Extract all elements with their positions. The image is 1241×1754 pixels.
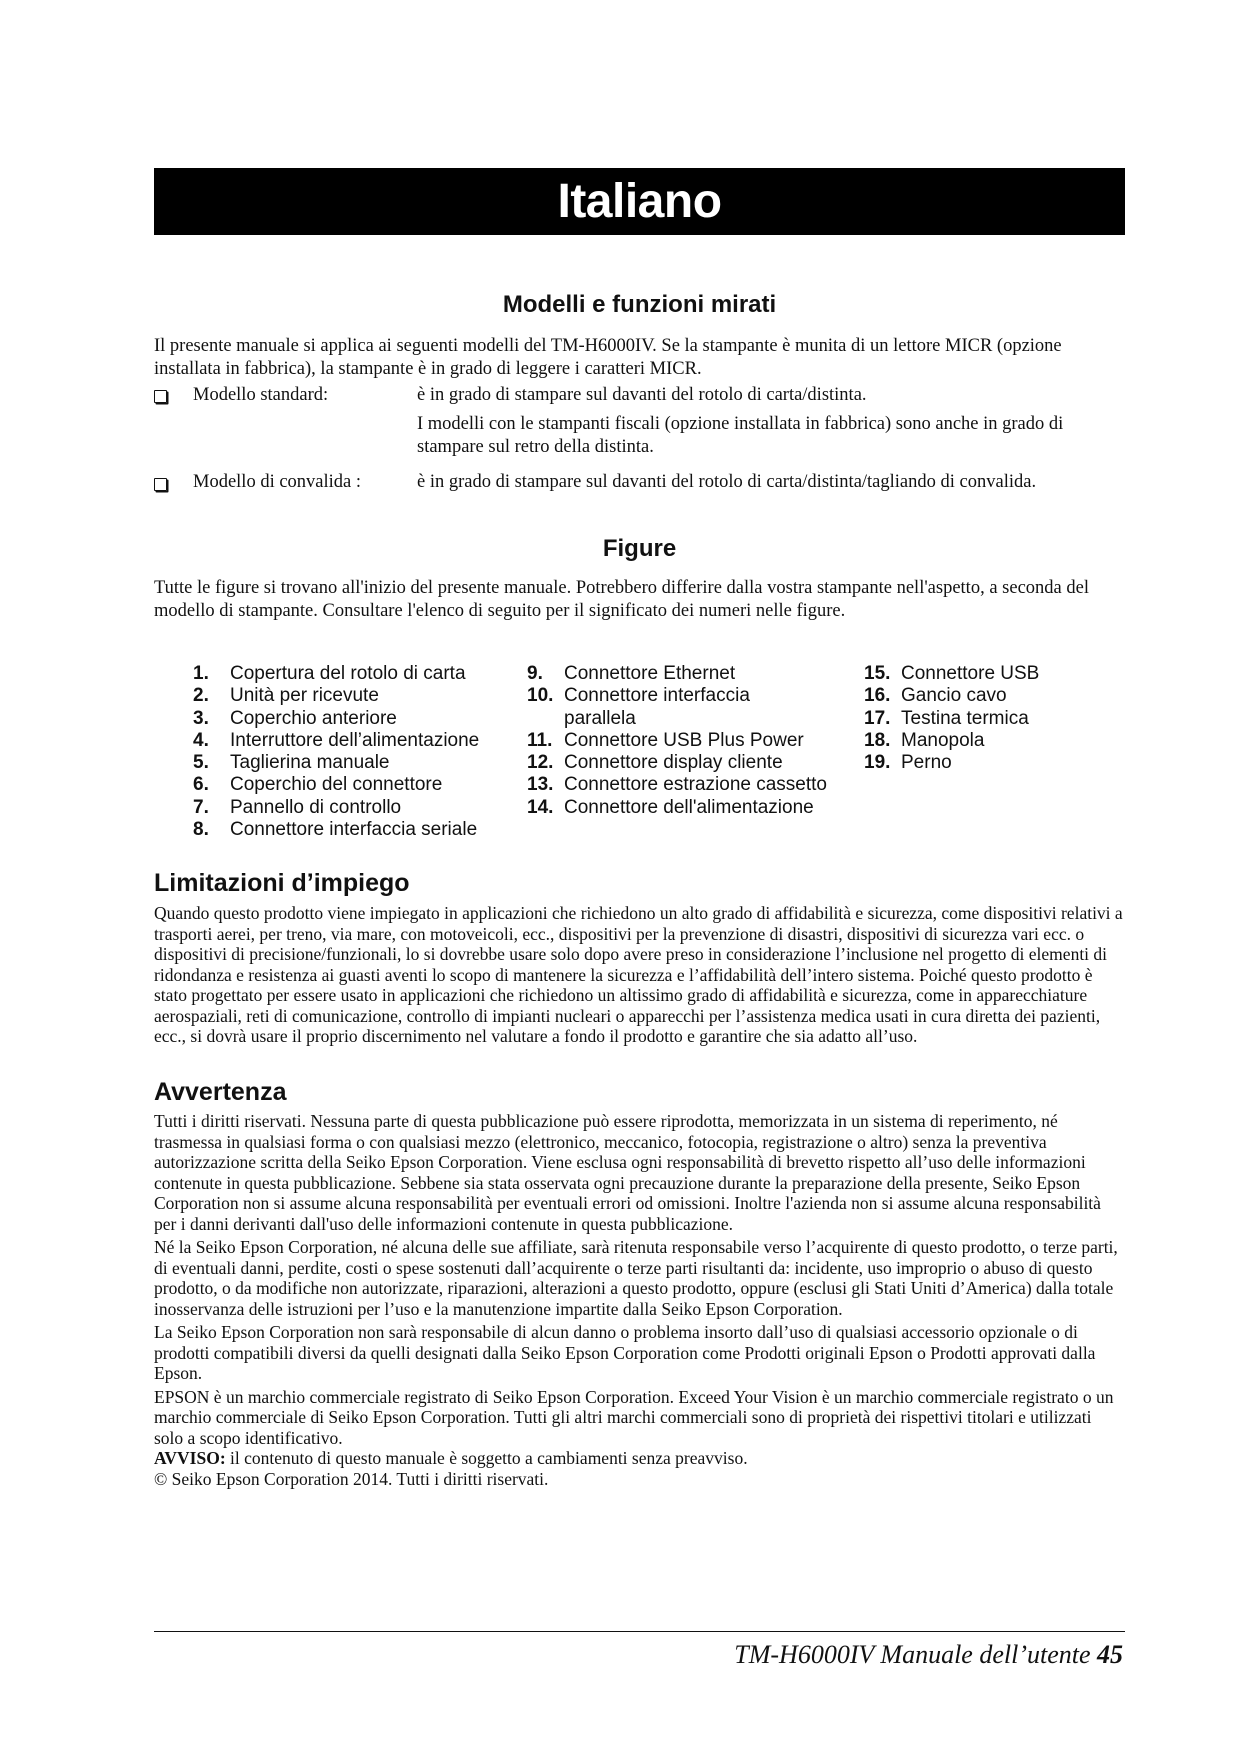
list-item: 4. Interruttore dell’alimentazione — [193, 729, 480, 751]
copyright-line: © Seiko Epson Corporation 2014. Tutti i diritti riservati. — [154, 1468, 549, 1489]
notice-paragraph-3: La Seiko Epson Corporation non sarà responsabile di alcun danno o problema insorto dall’uso di qualsiasi accessorio opzionale o di prodotti compatibili diversi da quelli designati dalla Seiko Epson Corporation come Prodotti originali Epson o Prodotti approvati dalla Epson. — [154, 1322, 1096, 1383]
models-intro: Il presente manuale si applica ai seguenti modelli del TM-H6000IV. Se la stampante è munita di un lettore MICR (opzione installata in fabbrica), la stampante è in grado di leggere i caratteri MICR. — [154, 336, 1062, 379]
list-item: 10. Connettore interfaccia — [527, 685, 750, 707]
list-item: 1. Copertura del rotolo di carta — [193, 663, 466, 684]
list-item: parallela — [564, 707, 636, 729]
list-item: 19. Perno — [864, 752, 952, 774]
validation-desc: è in grado di stampare sul davanti del rotolo di carta/distinta/tagliando di convalida. — [417, 472, 1037, 492]
limits-heading: Limitazioni d’impiego — [154, 869, 410, 897]
list-item: 6. Coperchio del connettore — [193, 774, 443, 796]
list-item: 5. Taglierina manuale — [193, 752, 390, 774]
page-number: 45 — [1097, 1640, 1123, 1669]
list-item: 2. Unità per ricevute — [193, 685, 379, 707]
models-heading: Modelli e funzioni mirati — [502, 291, 777, 318]
standard-desc: è in grado di stampare sul davanti del rotolo di carta/distinta. — [417, 385, 867, 405]
banner-title: Italiano — [557, 175, 722, 228]
bullet-validation — [154, 475, 167, 498]
standard-label: Modello standard: — [193, 385, 329, 405]
list-item: 14. Connettore dell'alimentazione — [527, 796, 814, 818]
list-item: 3. Coperchio anteriore — [193, 707, 397, 729]
avviso-label: AVVISO: — [154, 1448, 226, 1468]
notice-paragraph-1: Tutti i diritti riservati. Nessuna parte di questa pubblicazione può essere riprodotta, memorizzata in un sistema di reperimento, né trasmessa in qualsiasi forma o con qualsiasi mezzo (elettronico, meccanico, fotocopia, registrazione o altro) senza la preventiva autorizzazione scritta della Seiko Epson Corporation. Viene esclusa ogni responsabilità di brevetto rispetto all’uso delle informazioni contenute in questa pubblicazione. Sebbene sia stata osservata ogni precauzione durante la preparazione della presente, Seiko Epson Corporation non si assume alcuna responsabilità per eventuali errori od omissioni. Inoltre l'azienda non si assume alcuna responsabilità per i danni derivanti dall'uso delle informazioni contenute in questa pubblicazione. — [154, 1111, 1101, 1234]
avviso-text: il contenuto di questo manuale è soggetto a cambiamenti senza preavviso. — [225, 1448, 748, 1468]
list-item: 7. Pannello di controllo — [193, 796, 402, 818]
list-item: 17. Testina termica — [864, 707, 1029, 729]
list-item: 15. Connettore USB — [864, 663, 1040, 684]
limits-body: Quando questo prodotto viene impiegato in applicazioni che richiedono un alto grado di affidabilità e sicurezza, come dispositivi relativi a trasporti aerei, per treno, via mare, con motoveicoli, ecc., dispositivi per la prevenzione di disastri, dispositivi di sicurezza vari ecc. o dispositivi di precisione/funzionali, lo si dovrebbe usare solo dopo avere preso in considerazione l’inclusione nel progetto di elementi di ridondanza e resistenza ai guasti aventi lo scopo di mantenere la sicurezza e l’affidabilità dell’intero sistema. Poiché questo prodotto è stato progettato per essere usato in applicazioni che richiedono un altissimo grado di affidabilità e sicurezza, come in apparecchiature aerospaziali, reti di comunicazione, controllo di impianti nucleari o apparecchi per l’assistenza medica usati in cura diretta dei pazienti, ecc., si dovrà usare il proprio discernimento nel valutare a fondo il prodotto e garantire che sia adatto all’uso. — [154, 903, 1123, 1046]
footer-divider — [154, 1631, 1125, 1632]
list-item: 16. Gancio cavo — [864, 685, 1007, 707]
notice-paragraph-4: EPSON è un marchio commerciale registrato di Seiko Epson Corporation. Exceed Your Vision è un marchio commerciale registrato o un marchio commerciale di Seiko Epson Corporation. Tutti gli altri marchi commerciali sono di proprietà dei rispettivi titolari e utilizzati solo a scopo identificativo. — [154, 1386, 1114, 1448]
page-footer — [734, 1640, 1123, 1670]
footer-title: TM-H6000IV Manuale dell’utente — [734, 1640, 1091, 1669]
list-item: 9. Connettore Ethernet — [527, 663, 736, 684]
notice-paragraph-2: Né la Seiko Epson Corporation, né alcuna delle sue affiliate, sarà ritenuta responsabile verso l’acquirente di questo prodotto, o terze parti, di eventuali danni, perdite, costi o spese sostenuti dall’acquirente o terze parti risultanti da: incidente, uso improprio o abuso di questo prodotto, o da modifiche non autorizzate, riparazioni, alterazioni a questo prodotto, oppure (esclusi gli Stati Uniti d’America) dalla totale inosservanza delle istruzioni per l’uso e la manutenzione impartite dalla Seiko Epson Corporation. — [154, 1237, 1118, 1319]
figure-list-col1 — [193, 663, 479, 841]
list-item: 12. Connettore display cliente — [527, 752, 783, 774]
figure-list-col2 — [527, 663, 827, 819]
list-item: 13. Connettore estrazione cassetto — [527, 774, 827, 796]
figure-list-col3 — [864, 663, 1039, 774]
checkbox-bullet-icon — [154, 478, 167, 491]
checkbox-bullet-icon — [154, 390, 167, 403]
list-item: 8. Connettore interfaccia seriale — [193, 819, 478, 841]
notice-body — [154, 1111, 1125, 1489]
bullet-standard — [154, 387, 167, 410]
validation-label: Modello di convalida : — [193, 472, 362, 492]
list-item: 18. Manopola — [864, 729, 985, 751]
language-banner — [154, 168, 1125, 235]
figures-heading: Figure — [602, 535, 677, 562]
list-item: 11. Connettore USB Plus Power — [527, 729, 804, 751]
standard-note: I modelli con le stampanti fiscali (opzione installata in fabbrica) sono anche in grado di stampare sul retro della distinta. — [417, 414, 1064, 457]
notice-avviso — [154, 1448, 1125, 1469]
notice-heading: Avvertenza — [154, 1078, 287, 1106]
figures-intro: Tutte le figure si trovano all'inizio del presente manuale. Potrebbero differire dalla vostra stampante nell'aspetto, a seconda del modello di stampante. Consultare l'elenco di seguito per il significato dei numeri nelle figure. — [154, 578, 1089, 621]
